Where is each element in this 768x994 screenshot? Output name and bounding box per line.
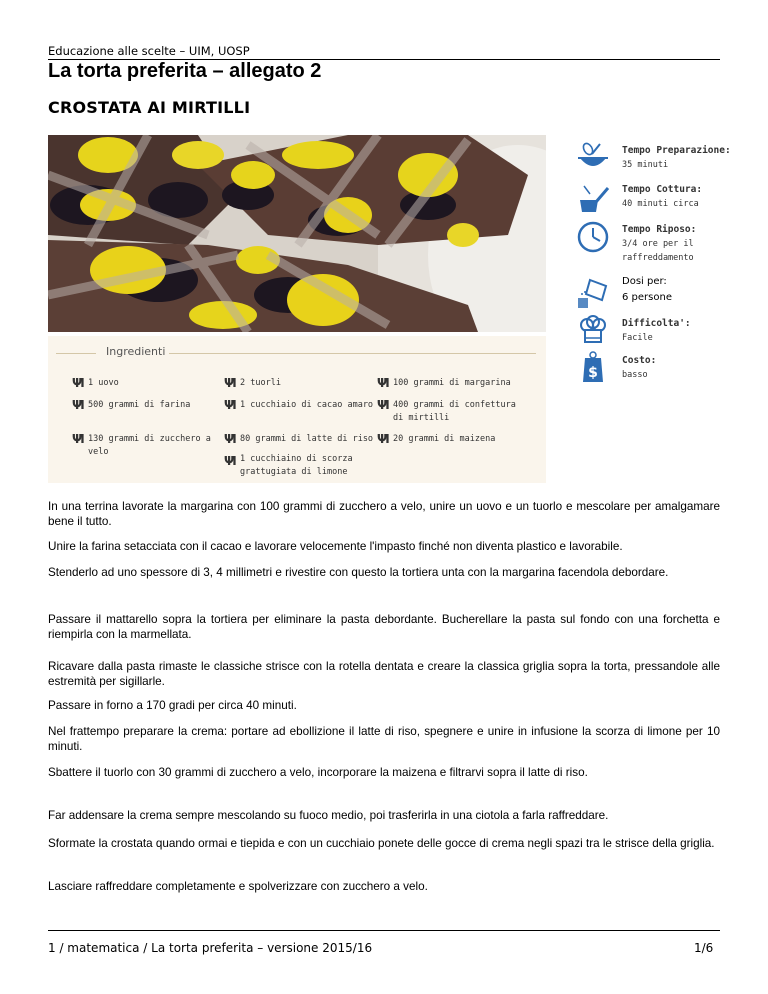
footer-text: 1 / matematica / La torta preferita – versione 2015/16 [48,941,373,955]
procedure-paragraph: Unire la farina setacciata con il cacao e lavorare velocemente l'impasto finché non diventa plastico e lavorabile. [48,540,623,553]
document-header: Educazione alle scelte – UIM, UOSP [48,44,250,58]
ingredient-item: 20 grammi di maizena [393,434,496,444]
rest-time-value: 3/4 ore per il raffreddamento [622,239,694,263]
prep-time-label: Tempo Preparazione: [622,145,731,156]
recipe-title: CROSTATA AI MIRTILLI [48,98,251,117]
ingredients-panel [48,336,546,483]
clock-icon [576,220,610,254]
ingredient-item: 100 grammi di margarina [393,378,511,388]
cook-time-value: 40 minuti circa [622,199,699,209]
cutlery-icon: ΨΙ [72,398,83,412]
page-title: La torta preferita – allegato 2 [48,60,322,82]
recipe-photo [48,135,546,332]
cutlery-icon: ΨΙ [72,432,83,446]
procedure-paragraph: Sformate la crostata quando ormai e tiepida e con un cucchiaio ponete delle gocce di crema negli spazi tra le strisce della griglia. [48,837,715,850]
procedure-paragraph: Nel frattempo preparare la crema: portare ad ebollizione il latte di riso, spegnere e unire in infusione la scorza di limone per 10 minuti. [48,725,720,753]
ingredient-item: 130 grammi di zucchero a velo [88,434,211,457]
difficulty-label: Difficolta': [622,318,691,329]
procedure-paragraph: Lasciare raffreddare completamente e spolverizzare con zucchero a velo. [48,880,428,893]
svg-text:$: $ [588,365,598,381]
crostata-illustration [48,135,546,332]
procedure-paragraph: In una terrina lavorate la margarina con 100 grammi di zucchero a velo, unire un uovo e un tuorlo e mescolare per amalgamare bene il tutto. [48,500,720,528]
ingredient-item: 500 grammi di farina [88,400,191,410]
procedure-paragraph: Far addensare la crema sempre mescolando su fuoco medio, poi trasferirla in una ciotola a farla raffreddare. [48,809,609,822]
cost-value: basso [622,370,648,380]
cutlery-icon: ΨΙ [224,398,235,412]
ingredients-header [56,345,536,361]
cutlery-icon: ΨΙ [224,432,235,446]
procedure-paragraph: Passare in forno a 170 gradi per circa 40 minuti. [48,699,297,712]
ingredient-item: 80 grammi di latte di riso [240,434,374,444]
pan-icon [576,182,610,216]
ingredient-item: 2 tuorli [240,378,281,388]
cutlery-icon: ΨΙ [224,376,235,390]
page-number: 1/6 [694,941,714,955]
difficulty-value: Facile [622,333,653,343]
cutlery-icon: ΨΙ [377,398,388,412]
chef-hat-icon [576,314,610,348]
footer-divider [48,930,720,931]
servings-label: Dosi per: [622,276,667,287]
ingredient-item: 1 cucchiaino di scorza grattugiata di limone [240,454,353,477]
ingredients-title: Ingredienti [102,345,169,358]
ingredient-item: 1 uovo [88,378,119,388]
cutlery-icon: ΨΙ [377,376,388,390]
cutlery-icon: ΨΙ [377,432,388,446]
procedure-paragraph: Ricavare dalla pasta rimaste le classiche strisce con la rotella dentata e creare la classica griglia sopra la torta, pressandole alle estremità per sigillarle. [48,660,720,688]
whisk-bowl-icon [576,140,610,174]
ingredients-rule-right [166,353,536,354]
dollar-tag-icon [576,350,610,384]
cutlery-icon: ΨΙ [72,376,83,390]
prep-time-value: 35 minuti [622,160,669,170]
cook-time-label: Tempo Cottura: [622,184,703,195]
servings-value: 6 persone [622,292,672,303]
procedure-paragraph: Sbattere il tuorlo con 30 grammi di zucchero a velo, incorporare la maizena e filtrarvi sopra il latte di riso. [48,766,588,779]
pouring-box-icon [576,276,610,310]
procedure-paragraph: Stenderlo ad uno spessore di 3, 4 millimetri e rivestire con questo la tortiera unta con la margarina facendola debordare. [48,566,669,579]
ingredient-item: 400 grammi di confettura di mirtilli [393,400,516,423]
rest-time-label: Tempo Riposo: [622,224,697,235]
ingredients-rule-left [56,353,96,354]
ingredient-item: 1 cucchiaio di cacao amaro [240,400,374,410]
cost-label: Costo: [622,355,657,366]
procedure-paragraph: Passare il mattarello sopra la tortiera per eliminare la pasta debordante. Bucherellare la pasta sul fondo con una forchetta e riempirla con la marmellata. [48,613,720,641]
cutlery-icon: ΨΙ [224,454,235,468]
